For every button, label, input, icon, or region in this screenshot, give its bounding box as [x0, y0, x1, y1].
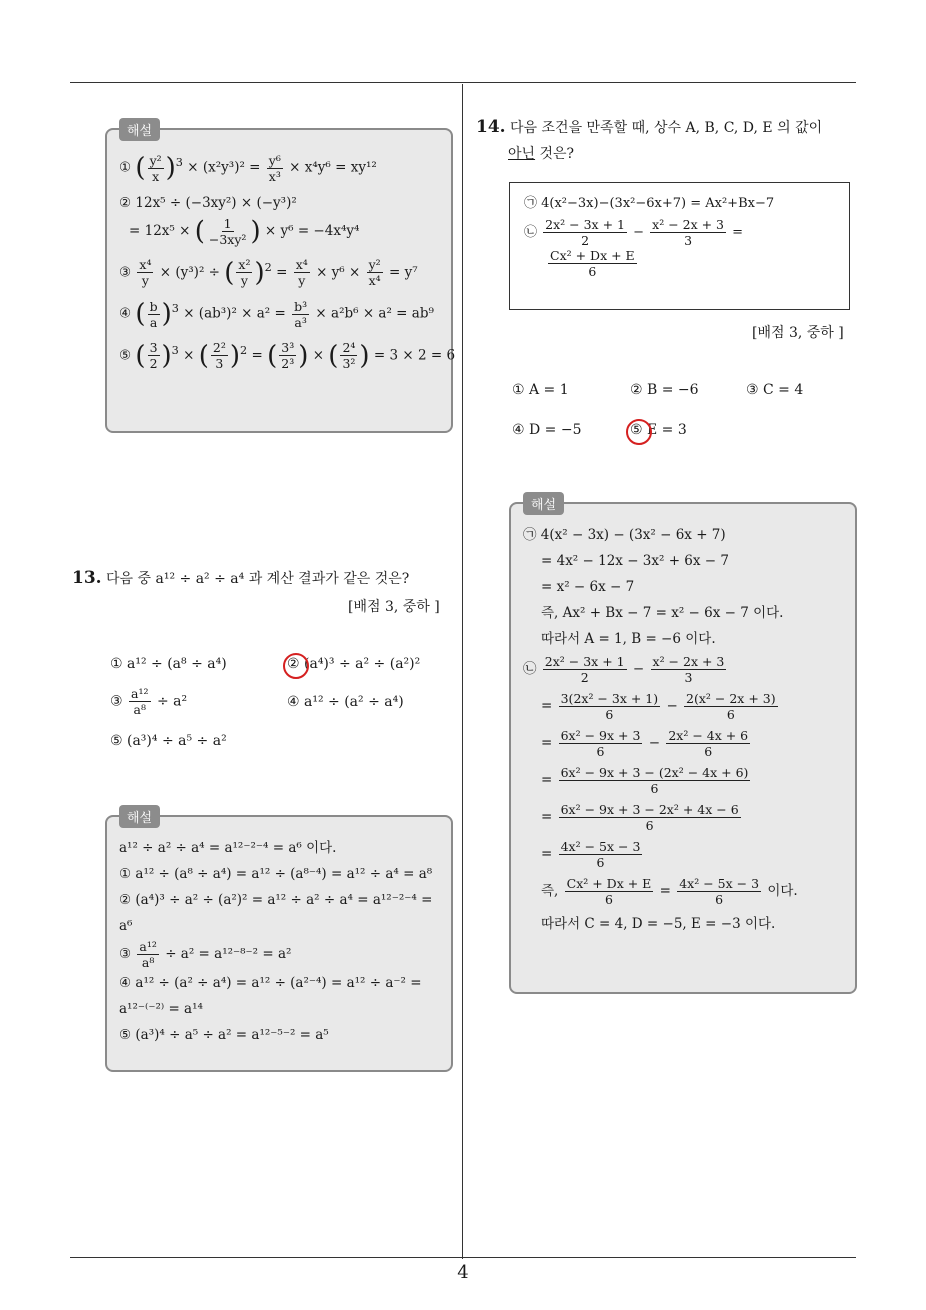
solution-line-11: = $\frac{\text{4x² − 5x − 3}}{6}$ — [541, 839, 641, 870]
option-1[interactable]: ① a¹² ÷ (a⁸ ÷ a⁴) — [110, 656, 227, 672]
solution-line-1: ① ( $\frac{\text{y²}}{x}$ )$^3$ × (x²y³)² = $\frac{\text{y⁶}}{\text{x³}}$ × x⁴y⁶ = xy¹² — [119, 152, 377, 184]
condition-2-rhs: $\frac{\text{Cx² + Dx + E}}{6}$ — [550, 248, 635, 279]
solution-line-3: = x² − 6x − 7 — [541, 579, 635, 595]
solution-line-1: a¹² ÷ a² ÷ a⁴ = a¹²⁻²⁻⁴ = a⁶ 이다. — [119, 840, 337, 856]
option-4[interactable]: ④ D = −5 — [512, 422, 582, 438]
solution-line-4: ④ ( $\frac{b}{a}$ )$^3$ × (ab³)² × a² = $\frac{\text{b³}}{\text{a³}}$ × a²b⁶ × a² = ab⁹ — [119, 298, 434, 330]
solution-line-4: 즉, Ax² + Bx − 7 = x² − 6x − 7 이다. — [541, 605, 784, 621]
option-4[interactable]: ④ a¹² ÷ (a² ÷ a⁴) — [287, 694, 404, 710]
option-2[interactable]: ② (a⁴)³ ÷ a² ÷ (a²)² — [287, 656, 421, 672]
solution-box-q12 — [105, 124, 456, 433]
score-label: [배점 3, 중하 ] — [752, 325, 844, 341]
solution-line-6: ⑤ (a³)⁴ ÷ a⁵ ÷ a² = a¹²⁻⁵⁻² = a⁵ — [119, 1027, 329, 1043]
question-text-underlined: 아닌 — [508, 146, 536, 162]
solution-line-10: = $\frac{\text{6x² − 9x + 3 − 2x² + 4x − 6}}{6}$ — [541, 802, 739, 833]
solution-line-2b: = 12x⁵ × ( $\frac{1}{\text{−3xy²}}$ ) × y⁶ = −4x⁴y⁴ — [129, 215, 360, 247]
question-text-line2: 것은? — [535, 146, 575, 162]
question-14 — [476, 114, 822, 167]
solution-line-5: 따라서 A = 1, B = −6 이다. — [541, 631, 716, 647]
solution-line-2a: ② 12x⁵ ÷ (−3xy²) × (−y³)² — [119, 194, 297, 211]
answer-circle-mark: ⑤ — [630, 422, 643, 438]
solution-box-q14 — [509, 498, 857, 994]
question-number: 14. — [476, 117, 506, 137]
solution-line-4: ③ $\frac{\text{a¹²}}{\text{a⁸}}$ ÷ a² = a¹²⁻⁸⁻² = a² — [119, 939, 292, 970]
top-rule — [70, 82, 856, 83]
page-number: 4 — [457, 1262, 469, 1283]
solution-line-8: = $\frac{\text{6x² − 9x + 3}}{6}$ − $\frac{\text{2x² − 4x + 6}}{6}$ — [541, 728, 749, 759]
solution-line-5: ④ a¹² ÷ (a² ÷ a⁴) = a¹² ÷ (a²⁻⁴) = a¹² ÷ a⁻² = — [119, 975, 422, 991]
option-5[interactable]: ⑤ E = 3 — [630, 422, 687, 438]
solution-line-6: ㉡ $\frac{\text{2x² − 3x + 1}}{2}$ − $\frac{\text{x² − 2x + 3}}{3}$ — [523, 654, 725, 685]
option-2[interactable]: ② B = −6 — [630, 382, 699, 398]
solution-line-3b: a⁶ — [119, 918, 133, 934]
bottom-rule — [70, 1257, 856, 1258]
option-3[interactable]: ③ $\frac{\text{a¹²}}{\text{a⁸}}$ ÷ a² — [110, 686, 188, 717]
solution-line-12: 즉, $\frac{\text{Cx² + Dx + E}}{6}$ = $\frac{\text{4x² − 5x − 3}}{6}$ 이다. — [541, 876, 798, 907]
score-label: [배점 3, 중하 ] — [348, 599, 440, 615]
condition-2: ㉡ $\frac{\text{2x² − 3x + 1}}{2}$ − $\frac{\text{x² − 2x + 3}}{3}$ = — [524, 217, 744, 248]
option-5[interactable]: ⑤ (a³)⁴ ÷ a⁵ ÷ a² — [110, 733, 227, 749]
question-text-line1: 다음 조건을 만족할 때, 상수 A, B, C, D, E 의 값이 — [510, 120, 823, 136]
solution-box-q13 — [105, 811, 453, 1072]
solution-line-9: = $\frac{\text{6x² − 9x + 3 − (2x² − 4x + 6)}}{6}$ — [541, 765, 749, 796]
solution-line-2: ① a¹² ÷ (a⁸ ÷ a⁴) = a¹² ÷ (a⁸⁻⁴) = a¹² ÷ a⁴ = a⁸ — [119, 866, 433, 882]
question-text: 다음 중 a¹² ÷ a² ÷ a⁴ 과 계산 결과가 같은 것은? — [106, 571, 410, 587]
question-13 — [72, 565, 409, 592]
column-divider — [462, 84, 463, 1259]
solution-tag: 해설 — [119, 805, 160, 828]
answer-circle-mark: ② — [287, 656, 300, 672]
solution-line-1: ㉠ 4(x² − 3x) − (3x² − 6x + 7) — [523, 527, 726, 543]
solution-line-5b: a¹²⁻⁽⁻²⁾ = a¹⁴ — [119, 1001, 203, 1017]
solution-line-3: ③ $\frac{\text{x⁴}}{y}$ × (y³)² ÷ ( $\frac{\text{x²}}{y}$ )$^2$ = $\frac{\text{x⁴}}{y}$ × y⁶ × $\frac{\text{y²}}{\text{x⁴}}$ = y⁷ — [119, 257, 418, 288]
solution-line-13: 따라서 C = 4, D = −5, E = −3 이다. — [541, 916, 776, 932]
condition-1: ㉠ 4(x²−3x)−(3x²−6x+7) = Ax²+Bx−7 — [524, 196, 775, 211]
question-number: 13. — [72, 568, 102, 588]
solution-tag: 해설 — [523, 492, 564, 515]
solution-line-2: = 4x² − 12x − 3x² + 6x − 7 — [541, 553, 729, 569]
solution-tag: 해설 — [119, 118, 160, 141]
solution-line-5: ⑤ ( $\frac{3}{2}$ )$^3$ × ( $\frac{\text{2²}}{3}$ )$^2$ = ( $\frac{\text{3³}}{\text{2³}}$ ) × ( $\frac{\text{2⁴}}{\text{3²}}$ ) = 3 × 2 = 6 — [119, 340, 456, 371]
option-3[interactable]: ③ C = 4 — [746, 382, 804, 398]
option-1[interactable]: ① A = 1 — [512, 382, 569, 398]
condition-box — [509, 182, 850, 310]
solution-line-7: = $\frac{\text{3(2x² − 3x + 1)}}{6}$ − $\frac{\text{2(x² − 2x + 3)}}{6}$ — [541, 691, 776, 722]
solution-line-3: ② (a⁴)³ ÷ a² ÷ (a²)² = a¹² ÷ a² ÷ a⁴ = a¹²⁻²⁻⁴ = — [119, 892, 433, 908]
